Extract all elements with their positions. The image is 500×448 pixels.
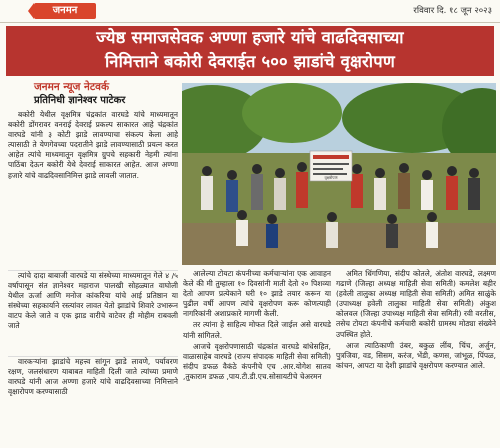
article-paragraph: त्यांचे दादा बाबाजी वारघडे या संस्थेच्या माध्यमातून गेले ४ /५ वर्षापासून संत ज्ञानेश्वर महाराज पालखी सोहळ्यात वाघोली येथील ऊर्जा आणि मनोज कांकरिया यांचे आई प्रतिष्ठान या संस्थेच्या सहकार्याने रस्त्यांवर लावत येतो झाडांचे शिवारे उभारून वाटप केले जाते व एक झाड वारीचे वाटेवर ही मोहीम राबवली जाते xyxy=(8,271,178,331)
article-column-1c xyxy=(8,356,178,447)
page-header xyxy=(0,0,500,23)
article-paragraph: बकोरी येथील वृक्षमित्र चंद्रकांत वारघडे यांचे माध्यमातून बकोरी डोंगरावर वनराई देवराई प्रकल्प साकारत आहे चंद्रकांत वारघडे यांनी ३ कोटी झाडे लावण्याचा संकल्प केला आहे त्यासाठी ते येणगेवच्या पदरातीने झाडे लावण्यासाठी प्रयत्न करत आहेत त्यांचे माध्यमातून वृक्षमित्र ग्रुपचे सहकारी नेहमी त्यांना पाठिंबा देऊन बकोरी येथे देवराई साकारत आहेत. आज अण्णा हजारे यांचे वाढदिवसानिमित्त झाडे लावली जातात. xyxy=(8,110,178,180)
byline-reporter: प्रतिनिधी ज्ञानेश्वर पाटेकर xyxy=(34,95,126,106)
article-column-1a xyxy=(8,110,178,268)
headline-line-1: ज्येष्ठ समाजसेवक अण्णा हजारे यांचे वाढदिवसाच्या xyxy=(96,28,404,47)
article-column-2 xyxy=(183,269,331,447)
article-paragraph: तर त्यांना हे साहित्य मोफत दिले जाईल असे वारघडे यांनी सांगितले. xyxy=(183,320,331,340)
article-column-1b xyxy=(8,270,178,355)
date-line: रविवार दि. १८ जून २०२३ xyxy=(413,6,492,16)
section-tag: जनमन xyxy=(34,3,96,19)
photo-banner-text: वृक्षरोपण xyxy=(324,175,338,180)
headline xyxy=(6,26,494,76)
byline xyxy=(34,80,179,107)
article-paragraph: आलेल्या टोयटा कंपनीच्या कर्मचाऱ्यांना एक आवाहन केले की मी तुम्हाला १० दिवसांनी माती देतो २० पिशव्या देतो आपण प्रत्येकाने घरी १० झाडे तयार करून या पुढील वर्षी आपण त्यांचे वृक्षरोपण करू कोणत्याही नागरिकांनी अशाप्रकारे मागणी केली. xyxy=(183,269,331,319)
article-paragraph: आजचे वृक्षरोपणासाठी चंद्रकांत वारघडे बांधेसहित, वाळासाहेब वारघडे (राज्य संपादक माहिती सेवा समिती) संदीप डफळ वैकंठे कंपनीचे एच .आर.योगेश सातव ,तुकाराम डफळ ,पाय.टी.डी.एच.सोसायटीचे चेअरमन xyxy=(183,341,331,381)
headline-line-2: निमित्ताने बकोरी देवराईत ५०० झाडांचे वृक्षरोपण xyxy=(105,52,395,71)
article-paragraph: अमित धिंगणिया, संदीप कोतले, अंतोश वारघडे, लक्ष्मण गढाणे (जिल्हा अध्यक्ष माहिती सेवा समिती) कमलेश बहीर (हवेली तालुका अध्यक्ष माहिती सेवा समिती) अमित साळुंके (उपाध्यक्ष हवेली तालुका माहिती सेवा समिती) अंकुश कोलवल (जिल्हा उपाध्यक्ष माहिती सेवा समिती) रवी वरतीस, तसेच टोयटा कंपनीचे कर्मचारी बकोरी ग्रामस्थ मोठ्या संख्येने उपस्थित होते. xyxy=(336,269,496,339)
article-paragraph: आज त्याठिकाणी उंबर, बकुळ लींब, चिंच, अर्जुन, पुत्रजिवा, वड, सिसम, करंज, भेंडी, कणस, जांभूळ, पिंपळ, कांचन, आपटा या देशी झाडांचे वृक्षरोपण करण्यात आले. xyxy=(336,340,496,370)
photo-illustration xyxy=(182,83,496,265)
article-column-3 xyxy=(336,269,496,447)
news-photo xyxy=(182,83,496,265)
article-paragraph: वारकऱ्यांना झाडांचे महत्त्व सांगून झाडे लावणे, पर्यावरण रक्षण, जलसंधारण याबाबत माहिती दिली जाते त्यांच्या प्रमाणे वारघडे यांनी आज अण्णा हजारे यांचे वाढदिवसाच्या निमित्ताने वृक्षारोपण करण्यासाठी xyxy=(8,357,178,397)
byline-network: जनमन न्यूज नेटवर्क xyxy=(34,81,110,93)
